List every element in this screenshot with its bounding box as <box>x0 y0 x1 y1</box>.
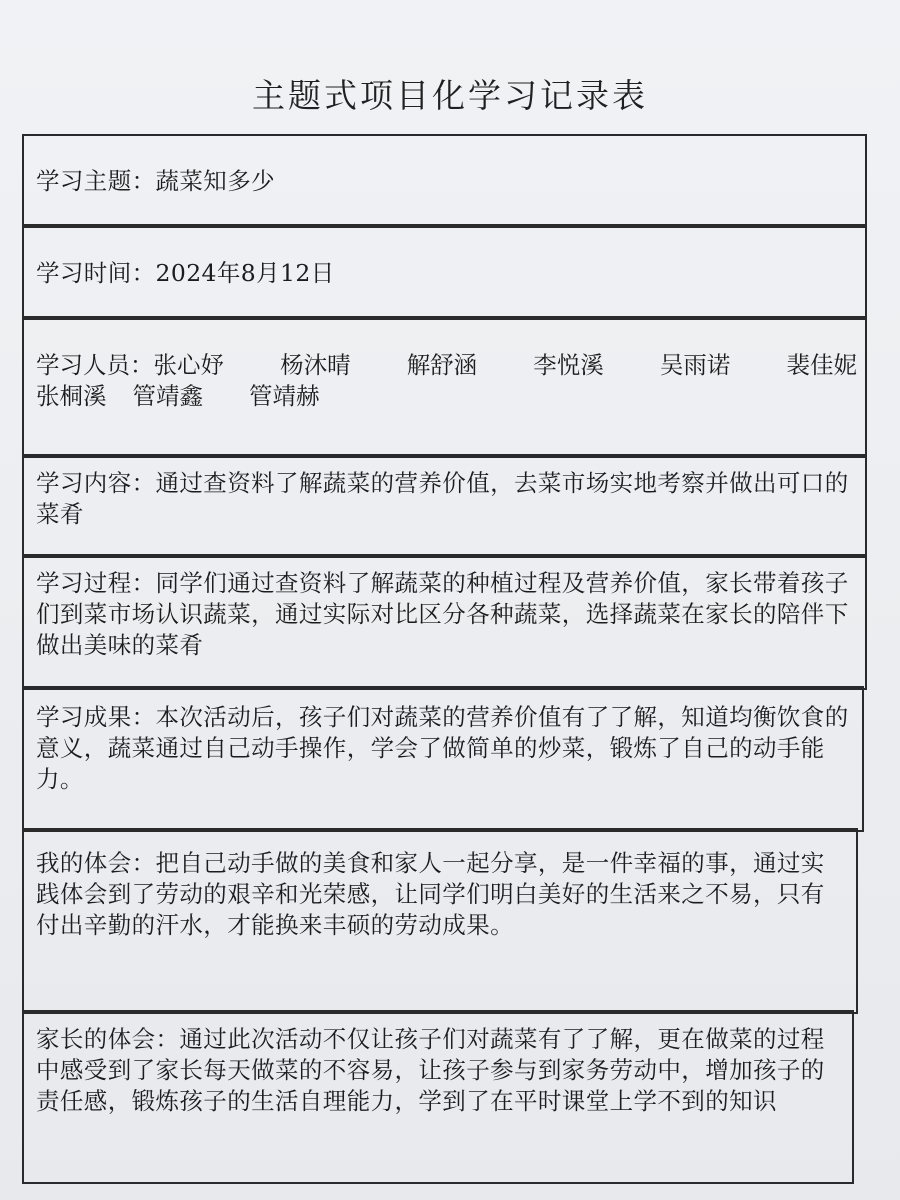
document-title: 主题式项目化学习记录表 <box>252 76 648 115</box>
member-name: 杨沐晴 <box>280 351 351 379</box>
row-content <box>22 454 867 558</box>
row-my-reflection <box>22 828 858 1014</box>
parent-reflection-text: 家长的体会：通过此次活动不仅让孩子们对蔬菜有了了解，更在做菜的过程中感受到了家长每天做菜的不容易，让孩子参与到家务劳动中，增加孩子的责任感，锻炼孩子的生活自理能力，学到了在平时课堂上学不到的知识 <box>36 1025 825 1115</box>
row-time <box>22 224 867 320</box>
members-block <box>36 350 857 412</box>
member-name: 张桐溪 <box>36 382 107 410</box>
row-outcome <box>22 686 864 832</box>
row-topic <box>22 134 867 228</box>
content-text: 学习内容：通过查资料了解蔬菜的营养价值，去菜市场实地考察并做出可口的菜肴 <box>36 469 849 528</box>
topic-text: 学习主题：蔬菜知多少 <box>36 167 275 195</box>
member-name: 解舒涵 <box>406 351 478 379</box>
row-process <box>22 554 867 690</box>
members-line-2 <box>36 381 857 412</box>
outcome-text: 学习成果：本次活动后，孩子们对蔬菜的营养价值有了了解，知道均衡饮食的意义，蔬菜通过自己动手操作，学会了做简单的炒菜，锻炼了自己的动手能力。 <box>36 703 849 793</box>
member-name: 李悦溪 <box>533 351 604 379</box>
record-table <box>22 134 867 1184</box>
member-name: 裴佳妮 <box>786 351 857 379</box>
member-name: 管靖赫 <box>249 382 320 410</box>
members-label: 学习人员：张心妤 <box>36 351 224 379</box>
row-members <box>22 316 867 458</box>
my-reflection-text: 我的体会：把自己动手做的美食和家人一起分享，是一件幸福的事，通过实践体会到了劳动的艰辛和光荣感，让同学们明白美好的生活来之不易，只有付出辛勤的汗水，才能换来丰硕的劳动成果。 <box>36 849 825 939</box>
member-name: 管靖鑫 <box>132 382 203 410</box>
member-name: 吴雨诺 <box>659 351 731 379</box>
time-text: 学习时间：2024年8月12日 <box>36 259 335 287</box>
process-text: 学习过程：同学们通过查资料了解蔬菜的种植过程及营养价值，家长带着孩子们到菜市场认识蔬菜，通过实际对比区分各种蔬菜，选择蔬菜在家长的陪伴下做出美味的菜肴 <box>36 569 849 659</box>
members-line-1 <box>36 350 857 381</box>
row-parent-reflection <box>22 1010 854 1184</box>
